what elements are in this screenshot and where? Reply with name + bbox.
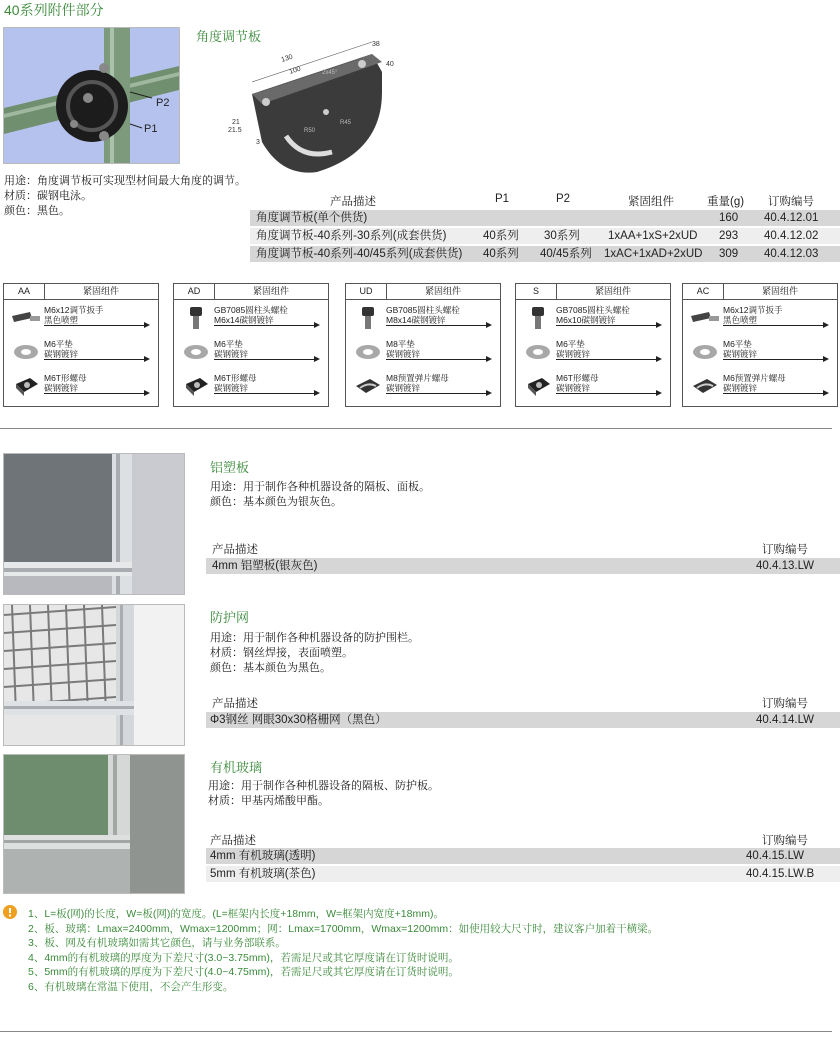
panel-title: 铝塑板 xyxy=(210,460,250,475)
table-row: 4mm 铝塑板(银灰色) 40.4.13.LW xyxy=(206,558,840,574)
kit-item-spec: 碳钢镀锌 xyxy=(44,383,79,393)
glass-header-desc: 产品描述 xyxy=(210,835,256,847)
kit-item-name: M6T形螺母 xyxy=(556,373,599,383)
kit-item xyxy=(346,302,500,335)
kit-item xyxy=(683,336,837,369)
kit-label: 紧固组件 xyxy=(252,286,289,296)
dim-r45: R45 xyxy=(340,120,352,126)
kit-item-name: M6平垫 xyxy=(214,339,243,349)
arrow-icon xyxy=(723,325,823,326)
glass-usage: 用途：用于制作各种机器设备的隔板、防护板。 xyxy=(208,780,439,792)
kit-code: AC xyxy=(683,284,724,299)
dim-40: 40 xyxy=(386,61,394,68)
mesh-header-desc: 产品描述 xyxy=(212,698,258,710)
handle-icon xyxy=(689,306,721,330)
arrow-icon xyxy=(556,325,656,326)
spring-nut-icon xyxy=(352,374,384,398)
divider xyxy=(0,428,832,429)
angle-header-p1: P1 xyxy=(495,193,510,205)
kit-item-name: M6平垫 xyxy=(556,339,585,349)
kit-item-name: M6平垫 xyxy=(44,339,73,349)
washer-icon xyxy=(180,340,212,364)
kit-item-spec: 碳钢镀锌 xyxy=(214,349,249,359)
table-row: 5mm 有机玻璃(茶色) 40.4.15.LW.B xyxy=(206,866,840,882)
panel-usage: 用途：用于制作各种机器设备的隔板、面板。 xyxy=(210,481,430,493)
angle-usage: 用途：角度调节板可实现型材间最大角度的调节。 xyxy=(4,175,246,187)
angle-header-desc: 产品描述 xyxy=(330,196,376,208)
kit-s xyxy=(515,283,671,407)
kit-item-spec: 碳钢镀锌 xyxy=(386,349,421,359)
kit-item xyxy=(4,370,158,403)
arrow-icon xyxy=(723,393,823,394)
p1-label: P1 xyxy=(144,123,158,135)
divider xyxy=(0,1031,832,1032)
kit-item-spec: M6x10碳钢镀锌 xyxy=(556,315,616,325)
kit-aa xyxy=(3,283,159,407)
dim-38: 38 xyxy=(372,41,380,48)
kit-item xyxy=(174,370,328,403)
angle-header-weight: 重量(g) xyxy=(707,196,745,208)
kit-label: 紧固组件 xyxy=(761,286,798,296)
arrow-icon xyxy=(44,325,144,326)
note-4: 4、4mm的有机玻璃的厚度为下差尺寸(3.0~3.75mm)，若需足尺或其它厚度请在订货时说明。 xyxy=(28,951,459,964)
page-title: 40系列附件部分 xyxy=(4,2,104,18)
dim-100: 100 xyxy=(288,65,302,76)
glass-photo xyxy=(3,754,185,894)
arrow-icon xyxy=(386,325,486,326)
kit-item-spec: 黑色喷塑 xyxy=(723,315,758,325)
kit-ud xyxy=(345,283,501,407)
kit-item xyxy=(4,336,158,369)
washer-icon xyxy=(352,340,384,364)
arrow-icon xyxy=(556,359,656,360)
kit-item xyxy=(683,370,837,403)
kit-item-name: M6T形螺母 xyxy=(214,373,257,383)
kit-code: UD xyxy=(346,284,387,299)
kit-item-spec: 黑色喷塑 xyxy=(44,315,79,325)
kit-item xyxy=(174,336,328,369)
kit-item xyxy=(516,370,670,403)
kit-item-name: M6平垫 xyxy=(723,339,752,349)
glass-header-code: 订购编号 xyxy=(762,835,808,847)
note-6: 6、有机玻璃在常温下使用，不会产生形变。 xyxy=(28,980,234,993)
angle-header-p2: P2 xyxy=(556,193,571,205)
kit-item-name: GB7085圆柱头螺栓 xyxy=(214,305,288,315)
kit-item-spec: 碳钢镀锌 xyxy=(723,349,758,359)
kit-item-name: GB7085圆柱头螺栓 xyxy=(556,305,630,315)
mesh-title: 防护网 xyxy=(210,610,250,625)
kit-item-name: M6x12调节扳手 xyxy=(723,305,783,315)
angle-color: 颜色：黑色。 xyxy=(4,205,70,217)
panel-header-code: 订购编号 xyxy=(762,544,808,556)
t-nut-icon xyxy=(10,374,42,398)
angle-header-kit: 紧固组件 xyxy=(628,196,674,208)
dim-3: 3 xyxy=(256,139,260,146)
kit-item-spec: 碳钢镀锌 xyxy=(214,383,249,393)
glass-material: 材质：甲基丙烯酸甲酯。 xyxy=(208,795,329,807)
kit-item-name: M6预置弹片螺母 xyxy=(723,373,786,383)
angle-plate-drawing xyxy=(222,32,412,182)
arrow-icon xyxy=(44,393,144,394)
spring-nut-icon xyxy=(689,374,721,398)
arrow-icon xyxy=(723,359,823,360)
t-nut-icon xyxy=(180,374,212,398)
kit-label: 紧固组件 xyxy=(82,286,119,296)
kit-item-spec: 碳钢镀锌 xyxy=(556,349,591,359)
kit-item-name: GB7085圆柱头螺栓 xyxy=(386,305,460,315)
angle-plate-photo xyxy=(3,27,180,164)
dim-21: 21 xyxy=(232,119,240,126)
table-row: 角度调节板(单个供货) 160 40.4.12.01 xyxy=(250,210,840,226)
mesh-material: 材质：钢丝焊接，表面喷塑。 xyxy=(210,647,353,659)
kit-item-spec: M8x14碳钢镀锌 xyxy=(386,315,446,325)
kit-item-spec: M6x14碳钢镀锌 xyxy=(214,315,274,325)
mesh-photo xyxy=(3,604,185,746)
arrow-icon xyxy=(214,359,314,360)
kit-label: 紧固组件 xyxy=(424,286,461,296)
arrow-icon xyxy=(386,359,486,360)
warning-icon xyxy=(3,905,17,919)
kit-item xyxy=(516,336,670,369)
arrow-icon xyxy=(214,325,314,326)
panel-header-desc: 产品描述 xyxy=(212,544,258,556)
dim-angle: 2x45° xyxy=(322,70,338,76)
angle-header-code: 订购编号 xyxy=(768,196,814,208)
kit-item xyxy=(346,336,500,369)
table-row: 角度调节板-40系列-40/45系列(成套供货) 40系列 40/45系列 1xAC+1xAD+2xUD 309 40.4.12.03 xyxy=(250,246,840,262)
arrow-icon xyxy=(214,393,314,394)
arrow-icon xyxy=(556,393,656,394)
washer-icon xyxy=(10,340,42,364)
dim-130: 130 xyxy=(280,53,294,64)
bolt-icon xyxy=(522,306,554,330)
arrow-icon xyxy=(386,393,486,394)
table-row: 角度调节板-40系列-30系列(成套供货) 40系列 30系列 1xAA+1xS+2xUD 293 40.4.12.02 xyxy=(250,228,840,244)
note-2: 2、板、玻璃：Lmax=2400mm，Wmax=1200mm；网：Lmax=1700mm，Wmax=1200mm：如使用较大尺寸时，建议客户加着干横梁。 xyxy=(28,922,659,935)
glass-title: 有机玻璃 xyxy=(210,760,263,775)
kit-item-spec: 碳钢镀锌 xyxy=(556,383,591,393)
p2-label: P2 xyxy=(156,97,170,109)
kit-item xyxy=(516,302,670,335)
kit-item-spec: 碳钢镀锌 xyxy=(723,383,758,393)
mesh-header-code: 订购编号 xyxy=(762,698,808,710)
kit-item-spec: 碳钢镀锌 xyxy=(386,383,421,393)
table-row: 4mm 有机玻璃(透明) 40.4.15.LW xyxy=(206,848,840,864)
note-3: 3、板、网及有机玻璃如需其它颜色，请与业务部联系。 xyxy=(28,937,286,950)
mesh-color: 颜色：基本颜色为黑色。 xyxy=(210,662,331,674)
note-1: 1、L=板(网)的长度，W=板(网)的宽度。(L=框架内长度+18mm，W=框架内宽度+18mm)。 xyxy=(28,908,444,920)
kit-item xyxy=(4,302,158,335)
kit-item-name: M6x12调节扳手 xyxy=(44,305,104,315)
mesh-usage: 用途：用于制作各种机器设备的防护围栏。 xyxy=(210,632,419,644)
kit-code: S xyxy=(516,284,557,299)
kit-item-name: M8平垫 xyxy=(386,339,415,349)
kit-code: AA xyxy=(4,284,45,299)
panel-photo xyxy=(3,453,185,595)
kit-item-name: M6T形螺母 xyxy=(44,373,87,383)
table-row: Φ3钢丝 网眼30x30格栅网（黑色） 40.4.14.LW xyxy=(206,712,840,728)
kit-item-name: M8预置弹片螺母 xyxy=(386,373,449,383)
bolt-icon xyxy=(180,306,212,330)
angle-plate-title: 角度调节板 xyxy=(196,29,262,44)
arrow-icon xyxy=(44,359,144,360)
washer-icon xyxy=(689,340,721,364)
bolt-icon xyxy=(352,306,384,330)
kit-item xyxy=(174,302,328,335)
kit-code: AD xyxy=(174,284,215,299)
handle-icon xyxy=(10,306,42,330)
dim-21-5: 21.5 xyxy=(228,127,242,134)
dim-r50: R50 xyxy=(304,128,316,134)
washer-icon xyxy=(522,340,554,364)
kit-item xyxy=(683,302,837,335)
kit-label: 紧固组件 xyxy=(594,286,631,296)
panel-color: 颜色：基本颜色为银灰色。 xyxy=(210,496,342,508)
kit-ad xyxy=(173,283,329,407)
kit-item-spec: 碳钢镀锌 xyxy=(44,349,79,359)
kit-item xyxy=(346,370,500,403)
angle-material: 材质：碳钢电泳。 xyxy=(4,190,92,202)
kit-ac xyxy=(682,283,838,407)
note-5: 5、5mm的有机玻璃的厚度为下差尺寸(4.0~4.75mm)，若需足尺或其它厚度请在订货时说明。 xyxy=(28,966,459,979)
t-nut-icon xyxy=(522,374,554,398)
notes xyxy=(28,907,658,995)
